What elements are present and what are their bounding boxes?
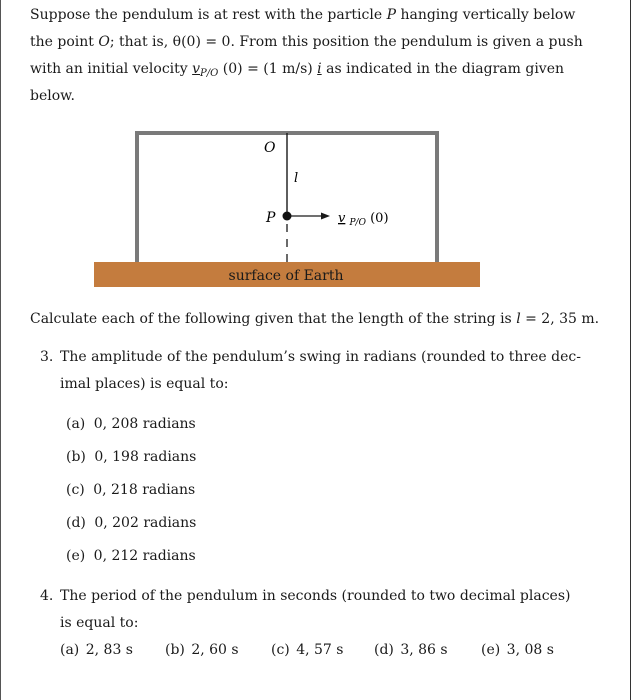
q4-option-b[interactable] — [165, 641, 239, 659]
velocity-arrowhead — [321, 213, 330, 220]
q3-number: 3. — [40, 349, 54, 365]
option-value: 3, 86 s — [400, 642, 448, 658]
q3-option-e[interactable] — [66, 547, 196, 565]
q4-option-a[interactable] — [60, 641, 133, 659]
theta-expression: θ(0) = 0. — [172, 34, 235, 50]
label-velocity — [338, 211, 389, 229]
option-label: (e) — [481, 642, 501, 658]
particle-P — [283, 212, 292, 221]
option-value: 2, 83 s — [85, 642, 133, 658]
q4-text-line-2: is equal to: — [60, 615, 139, 631]
option-value: 4, 57 s — [296, 642, 344, 658]
q3-option-c[interactable] — [66, 481, 195, 499]
option-value: 0, 218 radians — [93, 482, 196, 498]
q3-text-line-2: imal places) is equal to: — [60, 376, 229, 392]
option-label: (c) — [66, 482, 85, 498]
label-l: l — [294, 171, 299, 186]
option-label: (b) — [165, 642, 185, 658]
option-value: 3, 08 s — [506, 642, 554, 658]
q4-option-c[interactable] — [271, 641, 343, 659]
q3-text-line-1: The amplitude of the pendulum’s swing in radians (rounded to three dec- — [60, 349, 581, 365]
option-label: (e) — [66, 548, 86, 564]
q3-option-a[interactable] — [66, 415, 196, 433]
ground-label: surface of Earth — [228, 268, 344, 284]
q4-option-e[interactable] — [481, 641, 554, 659]
option-label: (a) — [66, 416, 86, 432]
intro-text: Suppose the pendulum is at rest with the particle — [30, 7, 383, 23]
label-v: v — [338, 211, 346, 226]
q4-text-line-1: The period of the pendulum in seconds (rounded to two decimal places) — [60, 588, 571, 604]
given-statement — [30, 310, 599, 328]
symbol-P: P — [386, 7, 397, 23]
option-label: (a) — [60, 642, 80, 658]
symbol-l: l — [516, 311, 521, 327]
velocity-value: (0) = (1 m/s) — [222, 61, 313, 77]
option-value: 0, 212 radians — [93, 548, 196, 564]
q3-option-d[interactable] — [66, 514, 196, 532]
option-label: (b) — [66, 449, 86, 465]
option-label: (c) — [271, 642, 290, 658]
label-v-sub: P/O — [349, 218, 366, 228]
option-label: (d) — [66, 515, 86, 531]
velocity-subscript: P/O — [200, 68, 219, 79]
velocity-symbol: v — [192, 61, 201, 77]
q4-number: 4. — [40, 588, 54, 604]
option-value: 0, 208 radians — [93, 416, 196, 432]
q4-option-d[interactable] — [374, 641, 448, 659]
option-value: 0, 198 radians — [94, 449, 197, 465]
intro-text: hanging vertically below — [400, 7, 576, 23]
label-v-arg: (0) — [370, 211, 389, 226]
intro-text: From this position the pendulum is given a push — [239, 34, 583, 50]
q3-option-b[interactable] — [66, 448, 196, 466]
intro-text: ; that is, — [109, 34, 169, 50]
option-value: 0, 202 radians — [94, 515, 197, 531]
unit-vector-i: i — [317, 61, 322, 77]
given-text: Calculate each of the following given that the length of the string is — [30, 311, 512, 327]
option-value: 2, 60 s — [191, 642, 239, 658]
intro-text: with an initial velocity — [30, 61, 188, 77]
intro-text: below. — [30, 88, 75, 104]
intro-text: as indicated in the diagram given — [326, 61, 565, 77]
intro-text: the point — [30, 34, 94, 50]
symbol-O: O — [98, 34, 110, 50]
option-label: (d) — [374, 642, 394, 658]
label-P: P — [266, 210, 276, 226]
label-O: O — [264, 140, 276, 156]
given-value: = 2, 35 m. — [525, 311, 600, 327]
